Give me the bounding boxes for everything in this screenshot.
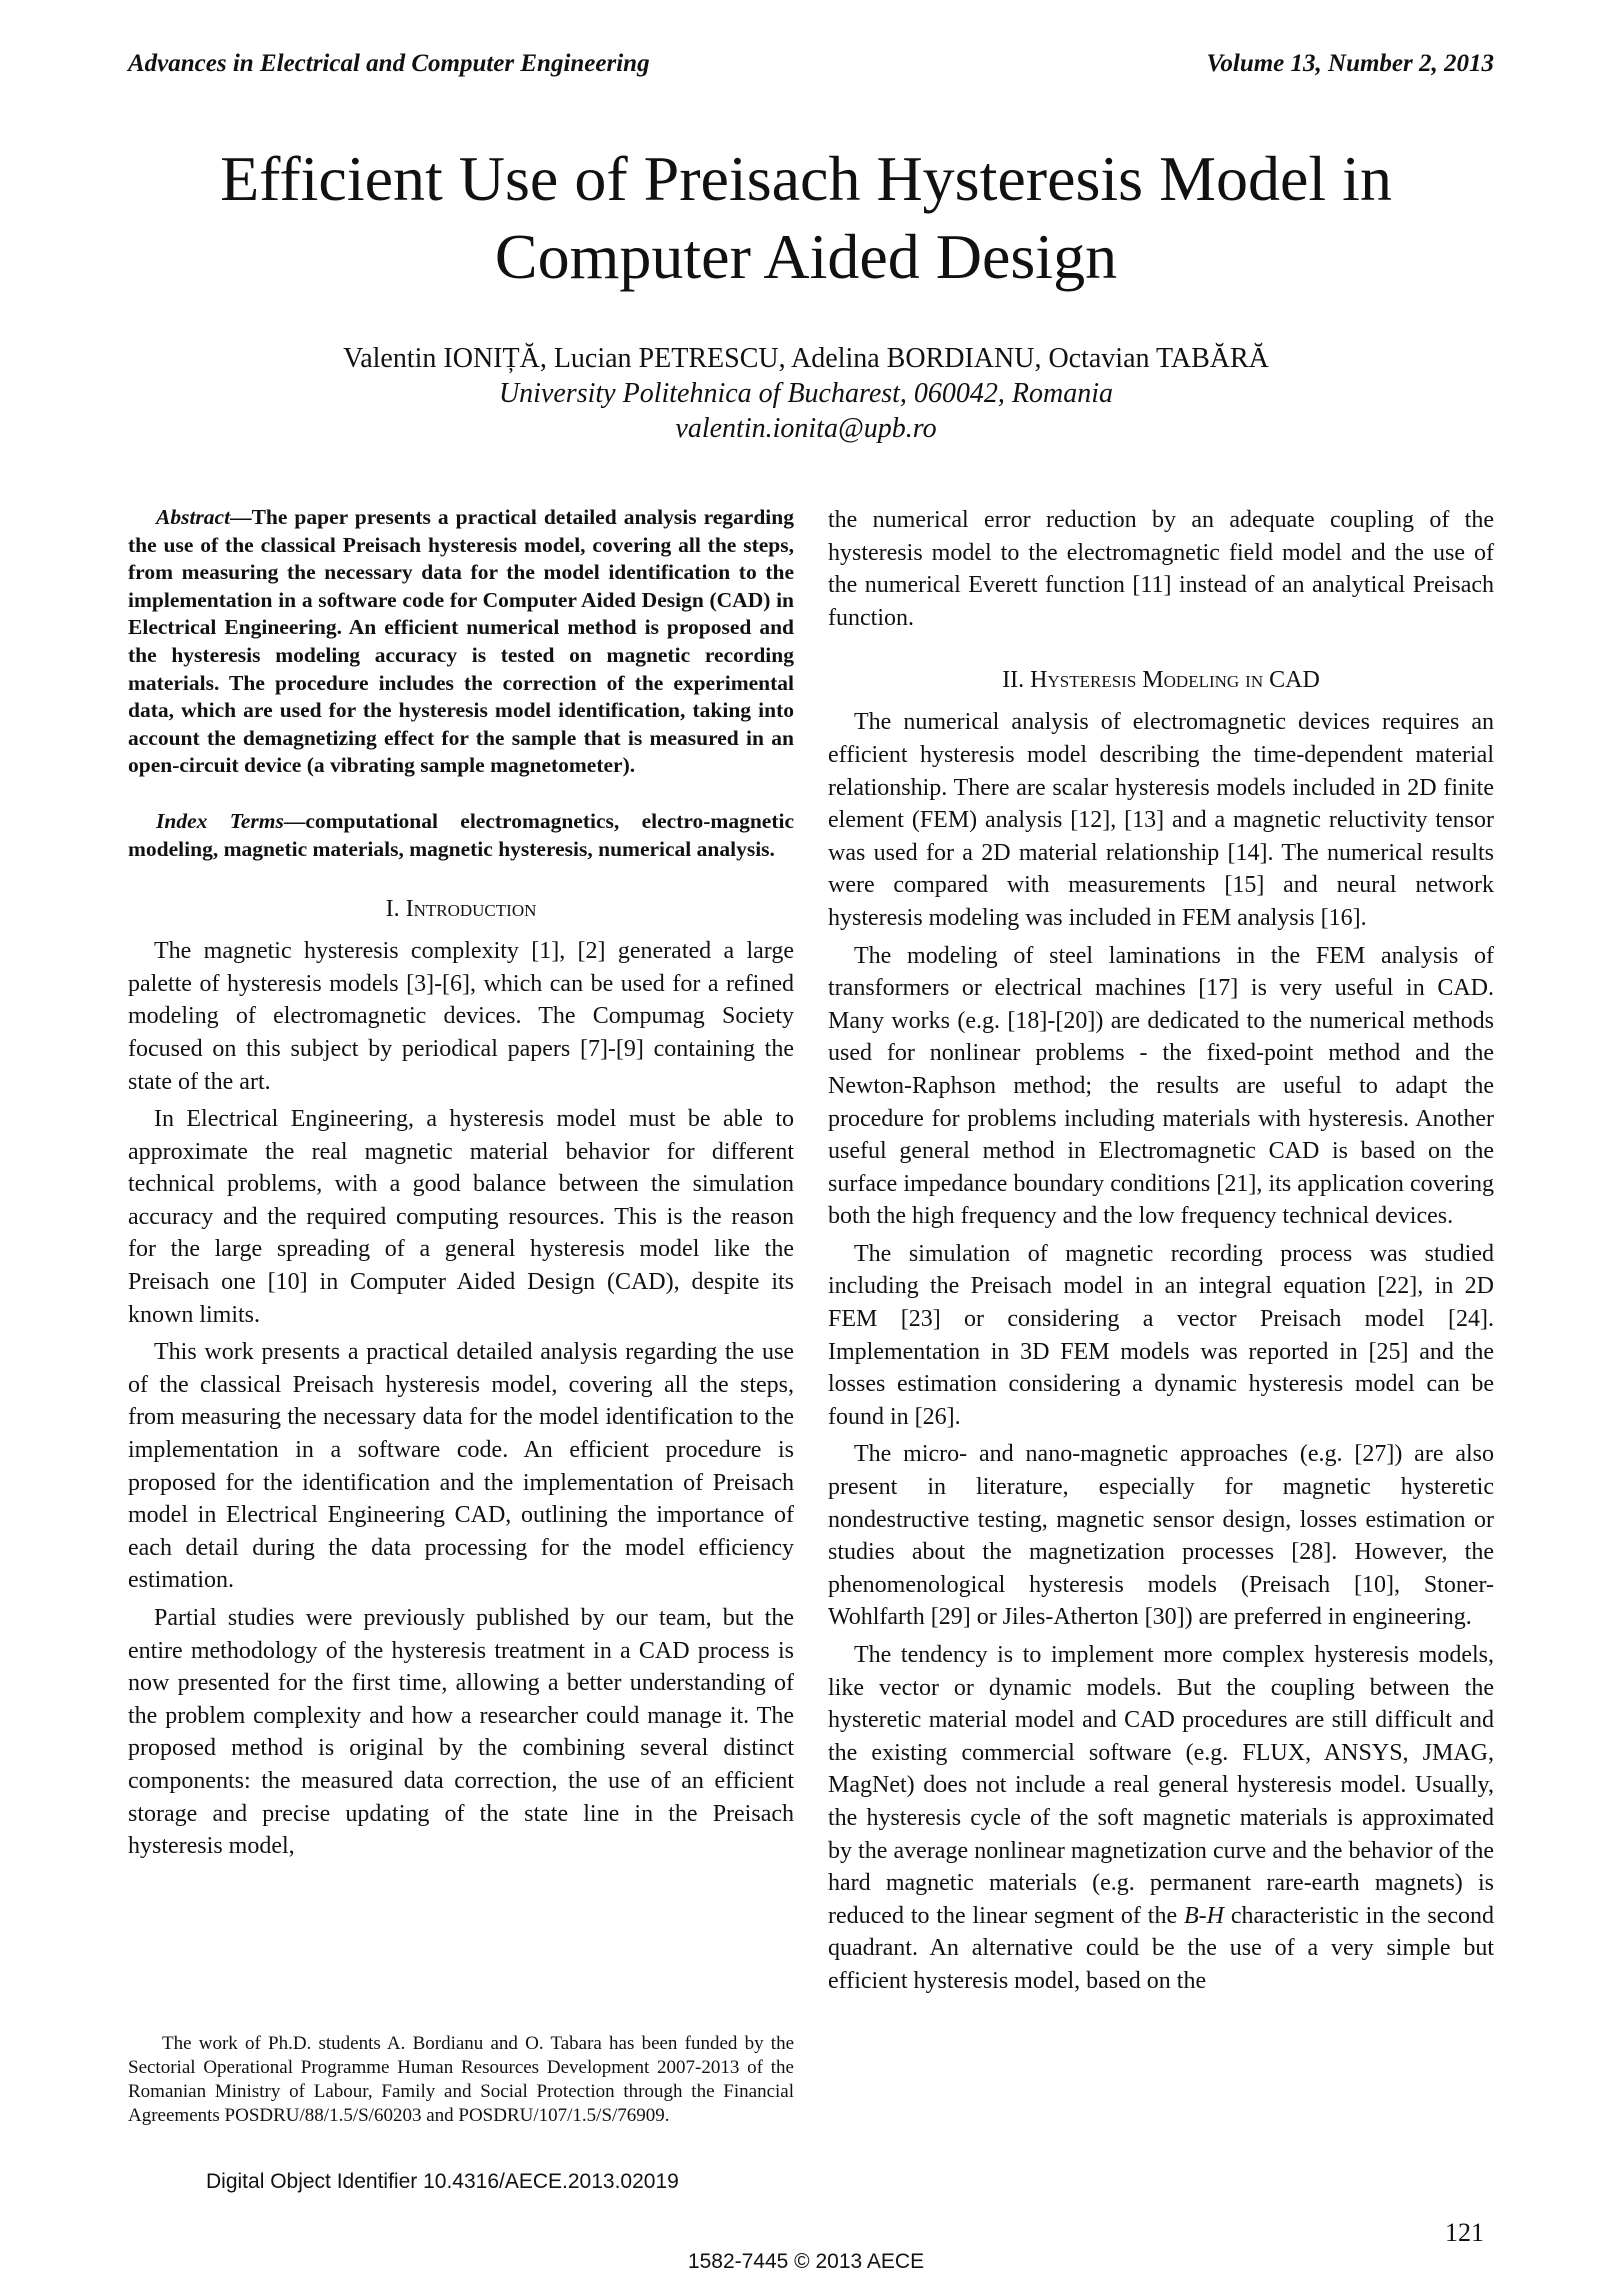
funding-footnote: The work of Ph.D. students A. Bordianu and O. Tabara has been funded by the Sectorial Operational Programme Human Resources Development 2007-2013 of the Romanian Ministry of Labour, Family and Social Protection through the Financial Agreements POSDRU/88/1.5/S/60203 and POSDRU/107/1.5/S/76909.: [128, 2033, 794, 2126]
paragraph: The simulation of magnetic recording process was studied including the Preisach model in an integral equation [22], in 2D FEM [23] or considering a vector Preisach model [24]. Implementation in 3D FEM models was reported in [25] and the losses estimation considering a dynamic hysteresis model can be found in [26].: [828, 1240, 1494, 1430]
section-title: Hysteresis Modeling in CAD: [1030, 667, 1320, 694]
page-number: 121: [1445, 2218, 1484, 2247]
issn-copyright: 1582-7445 © 2013 AECE: [687, 2250, 925, 2273]
author-list: Valentin IONIȚĂ, Lucian PETRESCU, Adelina BORDIANU, Octavian TABĂRĂ: [343, 343, 1269, 374]
paragraph: In Electrical Engineering, a hysteresis model must be able to approximate the real magnetic material behavior for different technical problems, with a good balance between the simulation accuracy and the required computing resources. This is the reason for the large spreading of a general hysteresis model like the Preisach one [10] in Computer Aided Design (CAD), despite its known limits.: [128, 1106, 794, 1328]
paper-title: Efficient Use of Preisach Hysteresis Model in Computer Aided Design: [220, 143, 1392, 292]
paragraph: The micro- and nano-magnetic approaches (e.g. [27]) are also present in literature, especially for magnetic hysteretic nondestructive testing, magnetic sensor design, losses estimation or studies about the magnetization processes [28]. However, the phenomenological hysteresis models (Preisach [10], Stoner-Wohlfarth [29] or Jiles-Atherton [30]) are preferred in engineering.: [828, 1441, 1494, 1631]
doi-line[interactable]: Digital Object Identifier 10.4316/AECE.2013.02019: [206, 2170, 679, 2193]
author-email[interactable]: valentin.ionita@upb.ro: [675, 413, 937, 444]
section-number: I.: [385, 896, 400, 923]
text-run: The tendency is to implement more complex hysteresis models, like vector or dynamic models. But the coupling between the hysteretic material model and CAD procedures are still difficult and the existing commercial software (e.g. FLUX, ANSYS, JMAG, MagNet) does not include a real general hysteresis model. Usually, the hysteresis cycle of the soft magnetic materials is approximated by the average nonlinear magnetization curve and the behavior of the hard magnetic materials (e.g. permanent rare-earth magnets) is reduced to the linear segment of the: [828, 1642, 1494, 1929]
right-column: [828, 504, 1494, 2004]
text-run: characteristic in the second quadrant. An alternative could be the use of a very simple but efficient hysteresis model, based on the: [828, 1902, 1494, 1994]
paragraph-continuation: the numerical error reduction by an adequate coupling of the hysteresis model to the electromagnetic field model and the use of the numerical Everett function [11] instead of an analytical Preisach function.: [828, 507, 1494, 631]
section-heading-hysteresis-modeling: [828, 664, 1494, 696]
index-terms: [128, 808, 794, 863]
index-terms-label: Index Terms: [156, 808, 284, 833]
abstract-text: —The paper presents a practical detailed analysis regarding the use of the classical Preisach hysteresis model, covering all the steps, from measuring the necessary data for the model identification to the implementation in a software code for Computer Aided Design (CAD) in Electrical Engineering. An efficient numerical method is proposed and the hysteresis modeling accuracy is tested on magnetic recording materials. The procedure includes the correction of the experimental data, which are used for the hysteresis model identification, taking into account the demagnetizing effect for the sample that is measured in an open-circuit device (a vibrating sample magnetometer).: [128, 505, 794, 778]
section-title: Introduction: [405, 896, 537, 923]
text-run-italic: B-H: [1183, 1902, 1224, 1929]
section-number: II.: [1002, 667, 1025, 694]
paragraph: The numerical analysis of electromagnetic devices requires an efficient hysteresis model describing the time-dependent material relationship. There are scalar hysteresis models included in 2D finite element (FEM) analysis [12], [13] and a magnetic reluctivity tensor was used for a 2D material relationship [14]. The numerical results were compared with measurements [15] and neural network hysteresis modeling was included in FEM analysis [16].: [828, 709, 1494, 931]
paragraph: The modeling of steel laminations in the FEM analysis of transformers or electrical machines [17] is very useful in CAD. Many works (e.g. [18]-[20]) are dedicated to the numerical methods used for nonlinear problems - the fixed-point method and the Newton-Raphson method; the results are useful to adapt the procedure for problems including materials with hysteresis. Another useful general method in Electromagnetic CAD is based on the surface impedance boundary conditions [21], its application covering both the high frequency and the low frequency technical devices.: [828, 942, 1494, 1230]
paragraph: This work presents a practical detailed analysis regarding the use of the classical Preisach hysteresis model, covering all the steps, from measuring the necessary data for the model identification to the implementation in a software code. An efficient procedure is proposed for the identification and the implementation of Preisach model in Electrical Engineering CAD, outlining the importance of each detail during the data processing for the model efficiency estimation.: [128, 1339, 794, 1594]
section-heading-introduction: [128, 893, 794, 925]
index-terms-text: —computational electromagnetics, electro-magnetic modeling, magnetic materials, magnetic hysteresis, numerical analysis.: [128, 808, 794, 861]
paragraph: [828, 1639, 1494, 1998]
affiliation: University Politehnica of Bucharest, 060042, Romania: [498, 378, 1114, 409]
abstract-label: Abstract: [156, 505, 231, 529]
paragraph: Partial studies were previously published by our team, but the entire methodology of the hysteresis treatment in a CAD process is now presented for the first time, allowing a better understanding of the problem complexity and how a researcher could manage it. The proposed method is original by the combining several distinct components: the measured data correction, the use of an efficient storage and precise updating of the state line in the Preisach hysteresis model,: [128, 1605, 794, 1860]
paragraph: The magnetic hysteresis complexity [1], [2] generated a large palette of hysteresis models [3]-[6], which can be used for a refined modeling of electromagnetic devices. The Compumag Society focused on this subject by periodical papers [7]-[9] containing the state of the art.: [128, 938, 794, 1095]
left-column: [128, 504, 794, 2004]
journal-name: Advances in Electrical and Computer Engineering: [128, 50, 650, 77]
abstract: [128, 504, 794, 780]
volume-info: Volume 13, Number 2, 2013: [1206, 50, 1494, 77]
